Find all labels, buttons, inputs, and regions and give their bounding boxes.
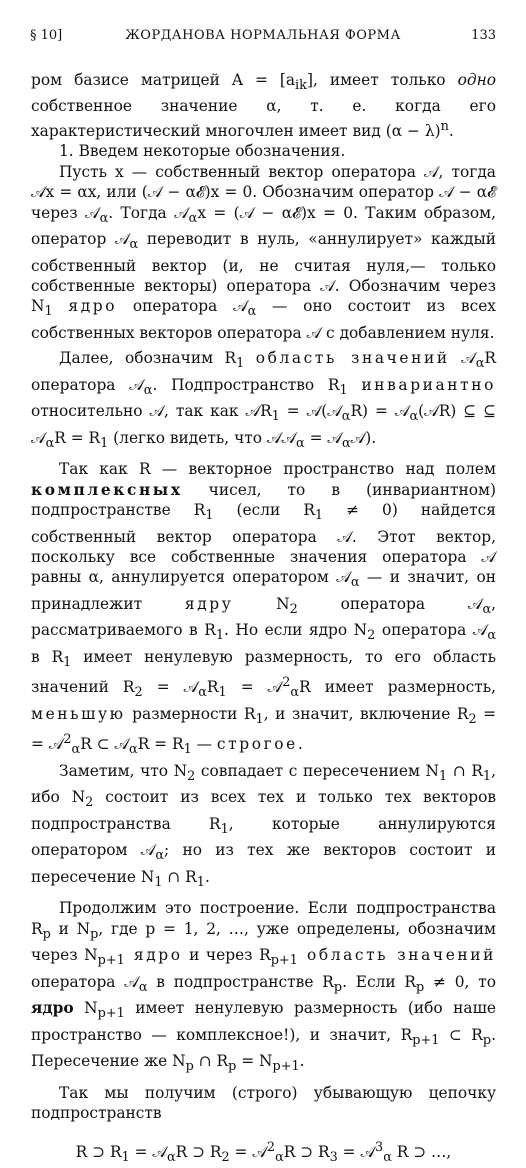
paragraph-notation-intro: 1. Введем некоторые обозначения. xyxy=(59,142,346,161)
paragraph-continuation: ром базисе матрицей $A = [a_{ik}]$, имеет только одно собственное значение α, т. е. когда его характеристический многочлен имеет вид $(\alpha - \lambda)^n$. xyxy=(31,71,496,141)
paragraph-complex-field: Так как R — векторное пространство над полем комплексных чисел, то в (инвариантном) подпространстве $R_1$ (если $R_1 \ne 0$) найдется собственный вектор оператора 𝒜. Этот вектор, поскольку все собственные значения оператора 𝒜 равны α, аннулируется оператором 𝒜$_\alpha$ — и значит, он принадлежит ядру $N_2$ оператора 𝒜$_\alpha$, рассматриваемого в $R_1$. Но если ядро $N_2$ оператора 𝒜$_\alpha$ в $R_1$ имеет ненулевую размерность, то его область значений $R_2$ = $𝒜_\alpha R_1$ = 𝒜$^2_\alpha$R имеет размерность, меньшую размерности $R_1$, и значит, включение $R_2$ = = 𝒜$^2_\alpha$R ⊂ 𝒜$_\alpha$R = $R_1$ — строгое. xyxy=(31,460,497,758)
body-text xyxy=(31,70,496,1168)
paragraph-intersection: Заметим, что $N_2$ совпадает с пересечением $N_1$ ∩ $R_1$, ибо $N_2$ состоит из всех тех и только тех векторов подпространства $R_1$, которые аннулируются оператором 𝒜$_\alpha$; но из тех же векторов состоит и пересечение $N_1$ ∩ $R_1$. xyxy=(31,762,497,891)
paragraph-range: Далее, обозначим $R_1$ область значений 𝒜$_\alpha$R оператора 𝒜$_\alpha$. Подпространство $R_1$ инвариантно относительно 𝒜, так как 𝒜R$_1$ = 𝒜(𝒜$_\alpha$R) = 𝒜$_\alpha$(𝒜R) ⊆ ⊆ 𝒜$_\alpha$R = $R_1$ (легко видеть, что 𝒜𝒜$_\alpha$ = 𝒜$_\alpha$𝒜). xyxy=(31,349,496,451)
running-title: ЖОРДАНОВА НОРМАЛЬНАЯ ФОРМА xyxy=(125,28,401,43)
page-number: 133 xyxy=(471,28,496,43)
paragraph-construction: Продолжим это построение. Если подпространства $R_p$ и $N_p$, где p = 1, 2, …, уже определены, обозначим через $N_{p+1}$ ядро и через $R_{p+1}$ область значений оператора 𝒜$_\alpha$ в подпространстве $R_p$. Если $R_p \ne 0$, то ядро $N_{p+1}$ имеет ненулевую размерность (ибо наше пространство — комплексное!), и значит, $R_{p+1}$ ⊂ $R_p$. Пересечение же $N_p$ ∩ $R_p = N_{p+1}$. xyxy=(31,899,497,1075)
paragraph-eigenvector: Пусть x — собственный вектор оператора 𝒜, тогда 𝒜x = αx, или (𝒜 − α𝓔)x = 0. Обозначим оператор 𝒜 − α𝓔 через 𝒜$_\alpha$. Тогда 𝒜$_\alpha$x = (𝒜 − α𝓔)x = 0. Таким образом, оператор 𝒜$_\alpha$ переводит в нуль, «аннулирует» каждый собственный вектор (и, не считая нуля,— только собственные векторы) оператора 𝒜. Обозначим через $N_1$ ядро оператора 𝒜$_\alpha$ — оно состоит из всех собственных векторов оператора 𝒜 с добавлением нуля. xyxy=(31,162,497,342)
chain-formula: R ⊃ $R_1$ = 𝒜$_\alpha$R ⊃ $R_2$ = 𝒜$^2_\alpha$R ⊃ $R_3$ = 𝒜$^3_\alpha$ R ⊃ …, xyxy=(75,1139,452,1165)
section-number: § 10] xyxy=(30,28,63,43)
paragraph-chain-intro: Так мы получим (строго) убывающую цепочку подпространств xyxy=(31,1083,496,1123)
running-head xyxy=(30,28,496,48)
